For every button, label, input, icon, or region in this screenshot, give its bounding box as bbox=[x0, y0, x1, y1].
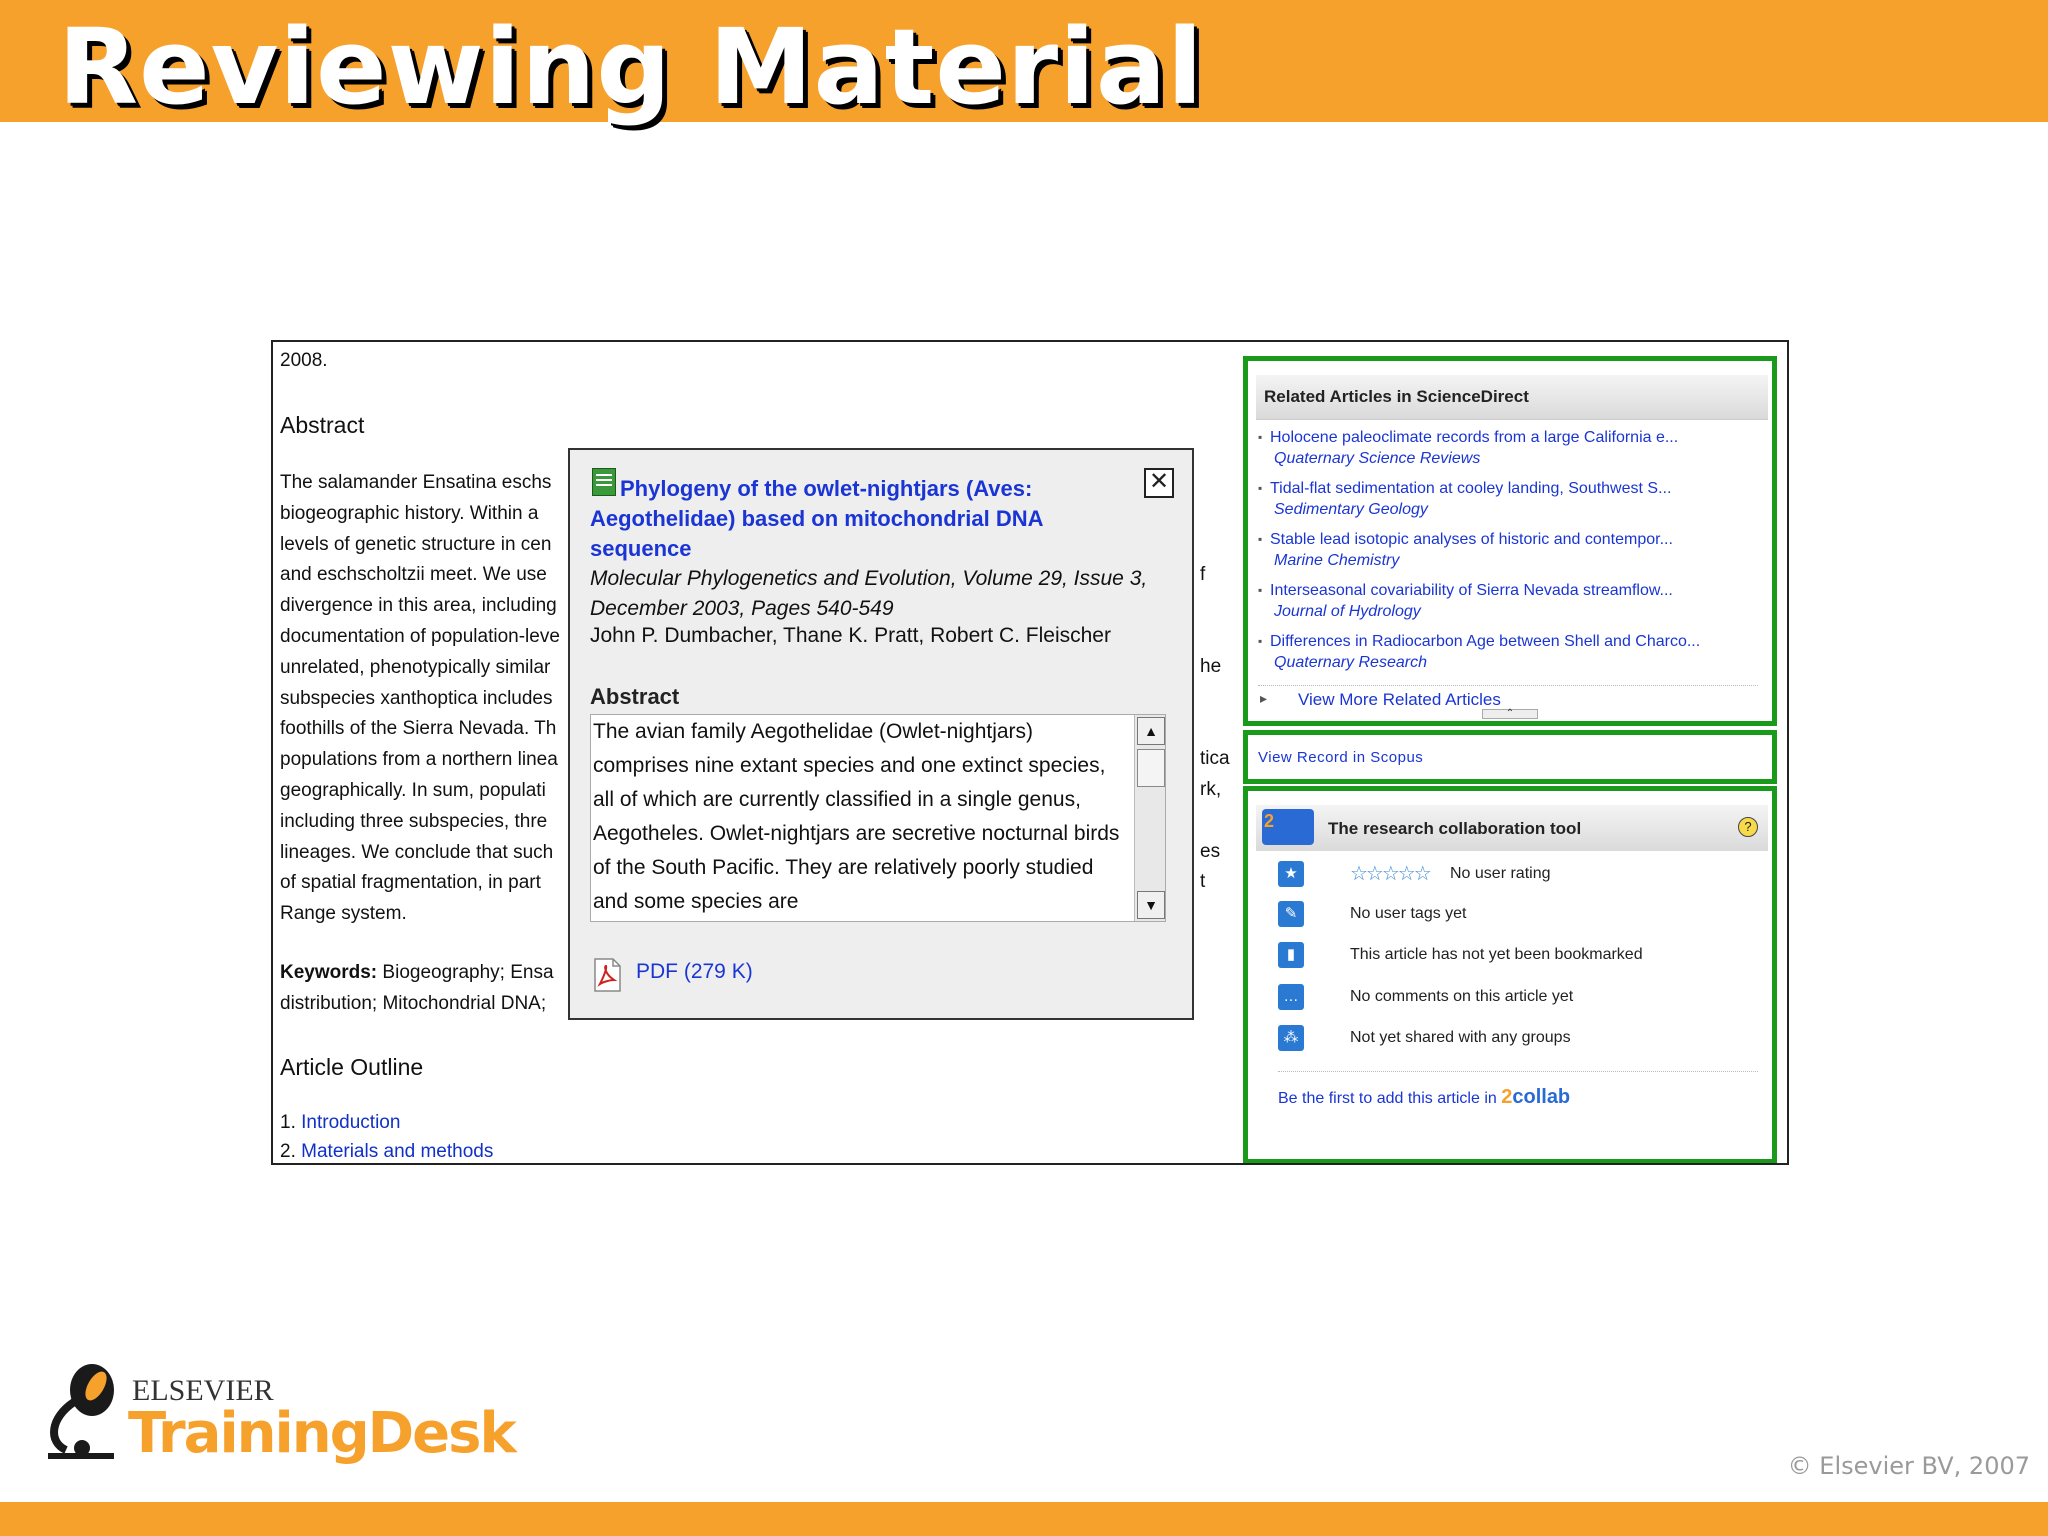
abstract-line: and eschscholtzii meet. We use bbox=[280, 564, 547, 586]
scopus-panel bbox=[1243, 730, 1777, 784]
abstract-line: levels of genetic structure in cen bbox=[280, 533, 552, 555]
view-record-in-scopus-link[interactable]: View Record in Scopus bbox=[1258, 749, 1424, 766]
abstract-line: including three subspecies, thre bbox=[280, 810, 548, 832]
related-article-journal[interactable]: Quaternary Science Reviews bbox=[1274, 450, 1481, 467]
popup-abstract-box[interactable] bbox=[590, 714, 1166, 922]
groups-text: Not yet shared with any groups bbox=[1350, 1029, 1571, 1046]
abstract-line: divergence in this area, including bbox=[280, 595, 557, 617]
scroll-down-arrow-icon[interactable]: ▼ bbox=[1137, 891, 1165, 919]
tag-icon: ✎ bbox=[1278, 901, 1304, 927]
collab-rating-row bbox=[1278, 861, 1758, 891]
logo-elsevier-text: ELSEVIER bbox=[132, 1374, 274, 1407]
related-article-item[interactable] bbox=[1270, 580, 1760, 622]
elsevier-trainingdesk-logo bbox=[44, 1362, 524, 1472]
help-icon[interactable]: ? bbox=[1738, 817, 1758, 837]
scroll-up-arrow-icon[interactable]: ▲ bbox=[1137, 717, 1165, 745]
related-article-title[interactable]: ▪ Holocene paleoclimate records from a large California e... bbox=[1270, 427, 1760, 448]
abstract-scrollbar[interactable] bbox=[1134, 715, 1165, 921]
pdf-link[interactable]: PDF (279 K) bbox=[636, 960, 753, 983]
related-article-journal[interactable]: Sedimentary Geology bbox=[1274, 501, 1428, 518]
view-more-label: View More Related Articles bbox=[1298, 690, 1501, 709]
2collab-logo-icon bbox=[1262, 809, 1314, 845]
abstract-fragment: f bbox=[1200, 564, 1206, 585]
collab-title: The research collaboration tool bbox=[1328, 819, 1582, 838]
keywords-text: Biogeography; Ensa bbox=[377, 962, 554, 983]
outline-item-2[interactable] bbox=[280, 1141, 493, 1163]
abstract-fragment: he bbox=[1200, 656, 1222, 677]
related-article-item[interactable] bbox=[1270, 478, 1760, 520]
collab-tags-row bbox=[1278, 901, 1758, 931]
keywords-line2: distribution; Mitochondrial DNA; bbox=[280, 993, 547, 1014]
slide-title: Reviewing Material bbox=[58, 6, 1204, 128]
keywords-label: Keywords: bbox=[280, 962, 378, 983]
bookmark-text: This article has not yet been bookmarked bbox=[1350, 946, 1643, 963]
rating-stars[interactable]: ☆☆☆☆☆ bbox=[1350, 863, 1430, 885]
collab-header bbox=[1256, 805, 1768, 851]
bookmark-icon: ▮ bbox=[1278, 942, 1304, 968]
related-article-title[interactable]: ▪ Tidal-flat sedimentation at cooley landing, Southwest S... bbox=[1270, 478, 1760, 499]
abstract-line: of spatial fragmentation, in part bbox=[280, 872, 541, 894]
related-articles-heading: Related Articles in ScienceDirect bbox=[1264, 387, 1529, 406]
related-article-title[interactable]: ▪ Differences in Radiocarbon Age between Shell and Charco... bbox=[1270, 631, 1760, 652]
article-year: 2008. bbox=[280, 350, 328, 371]
related-articles-header[interactable] bbox=[1256, 375, 1768, 420]
outline-num: 2. bbox=[280, 1141, 296, 1162]
abstract-line: The salamander Ensatina eschs bbox=[280, 472, 552, 493]
abstract-heading: Abstract bbox=[280, 412, 365, 438]
bottom-bar bbox=[0, 1502, 2048, 1536]
collab-comments-row bbox=[1278, 984, 1758, 1014]
title-bar bbox=[0, 0, 2048, 128]
copyright-text: © Elsevier BV, 2007 bbox=[1787, 1452, 2030, 1480]
pdf-icon[interactable] bbox=[592, 958, 622, 992]
related-article-title[interactable]: ▪ Stable lead isotopic analyses of historic and contempor... bbox=[1270, 529, 1760, 550]
outline-item-1[interactable] bbox=[280, 1112, 400, 1134]
article-preview-popup bbox=[568, 448, 1194, 1020]
related-article-journal[interactable]: Journal of Hydrology bbox=[1274, 603, 1421, 620]
abstract-line: documentation of population-leve bbox=[280, 626, 560, 647]
rating-text: No user rating bbox=[1450, 865, 1551, 882]
close-icon[interactable]: ✕ bbox=[1144, 468, 1174, 498]
2collab-brand-word: collab bbox=[1512, 1086, 1571, 1108]
tags-text: No user tags yet bbox=[1350, 905, 1467, 922]
screenshot-frame bbox=[271, 340, 1789, 1165]
comments-text: No comments on this article yet bbox=[1350, 988, 1574, 1005]
abstract-line: Range system. bbox=[280, 903, 407, 925]
star-icon: ★ bbox=[1278, 861, 1304, 887]
keywords bbox=[280, 962, 554, 984]
abstract-line: populations from a northern linea bbox=[280, 749, 558, 771]
group-icon: ⁂ bbox=[1278, 1025, 1304, 1051]
outline-num: 1. bbox=[280, 1112, 296, 1133]
related-article-journal[interactable]: Marine Chemistry bbox=[1274, 552, 1400, 569]
collab-groups-row bbox=[1278, 1025, 1758, 1055]
scroll-thumb[interactable] bbox=[1137, 749, 1165, 787]
popup-abstract-heading: Abstract bbox=[590, 684, 680, 709]
related-article-item[interactable] bbox=[1270, 529, 1760, 571]
abstract-line: biogeographic history. Within a bbox=[280, 502, 539, 524]
related-article-journal[interactable]: Quaternary Research bbox=[1274, 654, 1427, 671]
outline-link-materials[interactable]: Materials and methods bbox=[301, 1141, 494, 1162]
2collab-brand-num: 2 bbox=[1501, 1086, 1513, 1108]
related-article-item[interactable] bbox=[1270, 631, 1760, 673]
abstract-fragment: t bbox=[1200, 871, 1206, 892]
outline-link-introduction[interactable]: Introduction bbox=[301, 1112, 401, 1133]
abstract-line: foothills of the Sierra Nevada. Th bbox=[280, 718, 557, 740]
abstract-line: geographically. In sum, populati bbox=[280, 780, 546, 801]
popup-article-title[interactable]: Phylogeny of the owlet-nightjars (Aves: Aegothelidae) based on mitochondrial DNA sequence bbox=[590, 476, 1043, 561]
abstract-line: lineages. We conclude that such bbox=[280, 841, 554, 863]
popup-authors: John P. Dumbacher, Thane K. Pratt, Robert C. Fleischer bbox=[590, 624, 1111, 647]
outline-heading: Article Outline bbox=[280, 1054, 424, 1080]
collab-panel bbox=[1243, 786, 1777, 1164]
abstract-fragment: es bbox=[1200, 841, 1221, 862]
lamp-icon bbox=[44, 1362, 128, 1462]
collab-bookmark-row bbox=[1278, 942, 1758, 972]
comment-icon: … bbox=[1278, 984, 1304, 1010]
related-article-item[interactable] bbox=[1270, 427, 1760, 469]
logo-trainingdesk-text: TrainingDesk bbox=[128, 1401, 515, 1466]
add-to-2collab-label: Be the first to add this article in bbox=[1278, 1090, 1497, 1107]
popup-abstract-text: The avian family Aegothelidae (Owlet-nightjars) comprises nine extant species and one extinct species, all of which are currently classified in a single genus, Aegotheles. Owlet-nightjars are secretive nocturnal birds of the South Pacific. They are relatively poorly studied and some species are bbox=[593, 720, 1120, 913]
related-articles-panel bbox=[1243, 356, 1777, 726]
collapse-toggle-icon[interactable]: ⌃ bbox=[1482, 709, 1538, 719]
related-article-title[interactable]: ▪ Interseasonal covariability of Sierra Nevada streamflow... bbox=[1270, 580, 1760, 601]
abstract-line: subspecies xanthoptica includes bbox=[280, 687, 553, 709]
add-to-2collab-link[interactable] bbox=[1278, 1071, 1758, 1109]
popup-source: Molecular Phylogenetics and Evolution, Volume 29, Issue 3, December 2003, Pages 540-549 bbox=[590, 567, 1148, 620]
abstract-fragment: tica bbox=[1200, 748, 1230, 769]
view-more-related-link[interactable] bbox=[1258, 685, 1758, 710]
abstract-fragment: rk, bbox=[1200, 779, 1222, 800]
abstract-line: unrelated, phenotypically similar bbox=[280, 656, 551, 678]
